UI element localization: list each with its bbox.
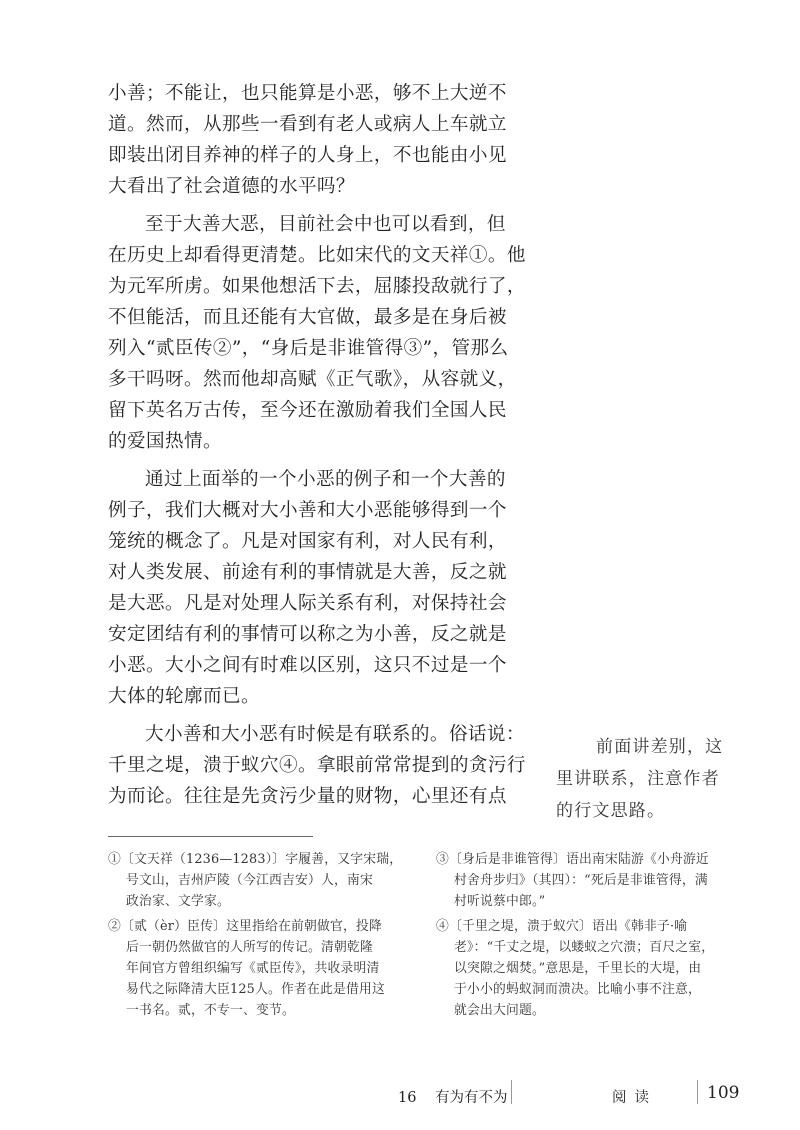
footer-divider — [697, 1080, 698, 1104]
footnote-line: 村听说蔡中郎。” — [454, 894, 546, 909]
body-line: 大小善和大小恶有时候是有联系的。俗话说： — [145, 724, 525, 745]
margin-note-line: 里讲联系，注意作者 — [556, 769, 720, 789]
body-line: 大看出了社会道德的水平吗？ — [108, 176, 355, 197]
body-line: 至于大善大恶，目前社会中也可以看到，但 — [145, 214, 506, 235]
footnotes-left-column — [108, 849, 438, 1025]
footnote-divider — [108, 836, 313, 837]
lesson-number: 16 — [398, 1090, 417, 1106]
footnote-line: ③〔身后是非谁管得〕语出南宋陆游《小舟游近 — [436, 852, 709, 867]
footnote-line: ④〔千里之堤，溃于蚁穴〕语出《韩非子·喻 — [436, 919, 688, 934]
body-line: 为元军所虏。如果他想活下去，屈膝投敌就行了， — [108, 276, 526, 297]
footnote-line: 政治家、文学家。 — [126, 894, 230, 909]
footnote-line: 年间官方曾组织编写《贰臣传》，共收录明清 — [126, 961, 380, 976]
footnote-4 — [436, 916, 752, 1021]
body-line: 大体的轮廓而已。 — [108, 686, 260, 707]
footnote-line: 号文山，吉州庐陵（今江西吉安）人，南宋 — [126, 873, 373, 888]
body-line: 笼统的概念了。凡是对国家有利，对人民有利， — [108, 531, 507, 552]
body-line: 例子，我们大概对大小善和大小恶能够得到一个 — [108, 500, 507, 521]
margin-note — [556, 731, 746, 827]
body-line: 为而论。往往是先贪污少量的财物，心里还有点 — [108, 786, 507, 807]
footnote-line: 一书名。贰，不专一、变节。 — [126, 1003, 295, 1018]
margin-note-line: 的行文思路。 — [556, 801, 666, 821]
section-label: 阅读 — [612, 1090, 657, 1106]
body-line: 不但能活，而且还能有大官做，最多是在身后被 — [108, 307, 507, 328]
lesson-title: 有为有不为 — [435, 1090, 508, 1106]
footnote-line: 老》：“千丈之堤，以蝼蚁之穴溃；百尺之室， — [454, 940, 715, 955]
body-line: 小善；不能让，也只能算是小恶，够不上大逆不 — [108, 83, 507, 104]
page-footer — [0, 1080, 800, 1110]
footnote-line: 以突隙之烟焚。”意思是，千里长的大堤，由 — [454, 961, 702, 976]
footnote-line: 于小小的蚂蚁洞而溃决。比喻小事不注意， — [454, 982, 701, 997]
body-text — [108, 78, 526, 812]
margin-note-line: 前面讲差别，这 — [596, 737, 724, 757]
footnote-line: 后一朝仍然做官的人所写的传记。清朝乾隆 — [126, 940, 373, 955]
body-line: 千里之堤，溃于蚁穴④。拿眼前常常提到的贪污行 — [108, 755, 526, 776]
footer-divider — [511, 1080, 512, 1104]
body-line: 小恶。大小之间有时难以区别，这只不过是一个 — [108, 655, 507, 676]
footnote-line: 村舍舟步归》（其四）：“死后是非谁管得，满 — [454, 873, 708, 888]
footnote-line: ①〔文天祥（1236—1283）〕字履善，又字宋瑞， — [108, 852, 403, 867]
footer-lesson — [398, 1086, 508, 1107]
footnote-line: ②〔贰（èr）臣传〕这里指给在前朝做官，投降 — [108, 919, 383, 934]
body-line: 在历史上却看得更清楚。比如宋代的文天祥①。他 — [108, 245, 526, 266]
body-line: 对人类发展、前途有利的事情就是大善，反之就 — [108, 562, 507, 583]
body-line: 安定团结有利的事情可以称之为小善，反之就是 — [108, 624, 507, 645]
body-line: 的爱国热情。 — [108, 431, 222, 452]
body-line: 留下英名万古传，至今还在激励着我们全国人民 — [108, 400, 507, 421]
footnote-line: 就会出大问题。 — [454, 1003, 545, 1018]
footnotes-right-column — [436, 849, 752, 1025]
footnote-3 — [436, 849, 752, 912]
body-line: 是大恶。凡是对处理人际关系有利，对保持社会 — [108, 593, 507, 614]
footnote-2 — [108, 916, 438, 1021]
footnote-line: 易代之际降清大臣125人。作者在此是借用这 — [126, 982, 385, 997]
body-line: 列入“贰臣传②”，“身后是非谁管得③”，管那么 — [108, 338, 509, 359]
body-line: 通过上面举的一个小恶的例子和一个大善的 — [145, 469, 506, 490]
body-line: 道。然而，从那些一看到有老人或病人上车就立 — [108, 114, 507, 135]
body-line: 多干吗呀。然而他却高赋《正气歌》，从容就义， — [108, 369, 517, 390]
body-line: 即装出闭目养神的样子的人身上，不也能由小见 — [108, 145, 507, 166]
footnote-1 — [108, 849, 438, 912]
page-number: 109 — [707, 1083, 740, 1103]
